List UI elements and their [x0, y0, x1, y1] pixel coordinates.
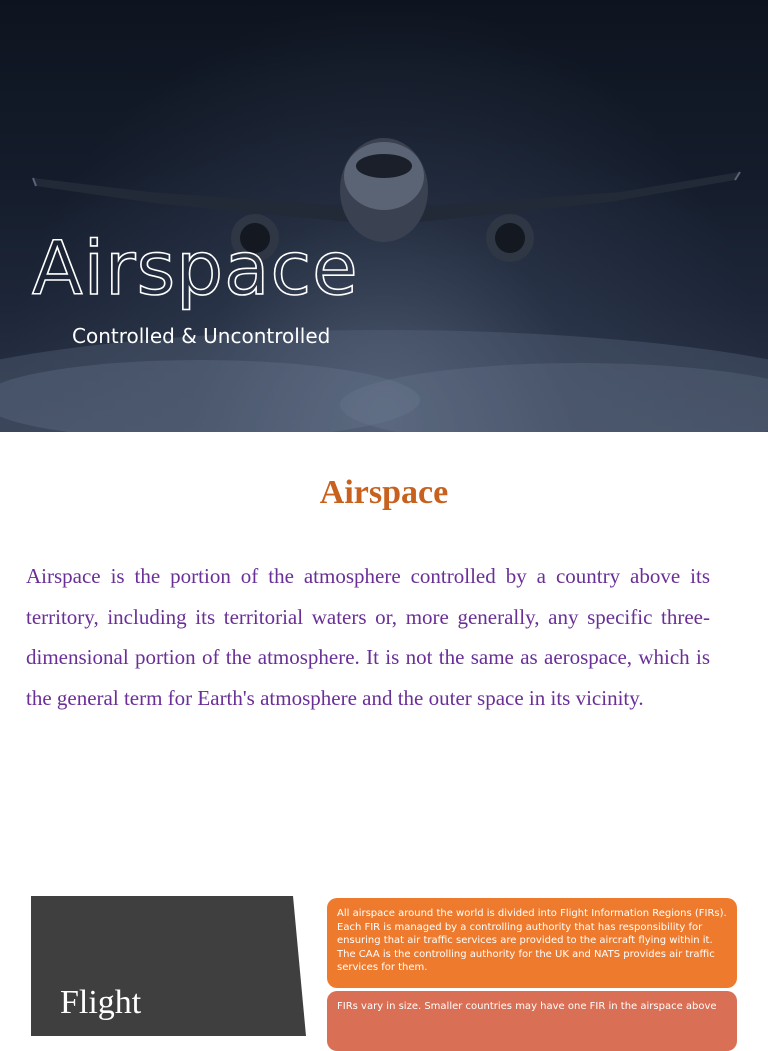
- hero-title: Airspace: [32, 226, 359, 312]
- body-paragraph: Airspace is the portion of the atmosphere controlled by a country above its territory, including its territorial waters or, more generally, any specific three-dimensional portion of the atmosphere. It is not the same as aerospace, which is the general term for Earth's atmosphere and the outer space in its vicinity.: [26, 564, 710, 710]
- flight-label: Flight: [60, 984, 142, 1021]
- hero-slide: [0, 0, 768, 432]
- airplane-image: [0, 0, 768, 432]
- fir-info-card: All airspace around the world is divided into Flight Information Regions (FIRs). Each FIR is managed by a controlling authority that has responsibility for ensuring that air traffic services are provided to the aircraft flying within it. The CAA is the controlling authority for the UK and NATS provides air traffic services for them.: [327, 898, 737, 988]
- hero-subtitle: Controlled & Uncontrolled: [72, 324, 331, 348]
- fir-size-card: FIRs vary in size. Smaller countries may have one FIR in the airspace above: [327, 991, 737, 1051]
- section-title: Airspace: [319, 474, 449, 511]
